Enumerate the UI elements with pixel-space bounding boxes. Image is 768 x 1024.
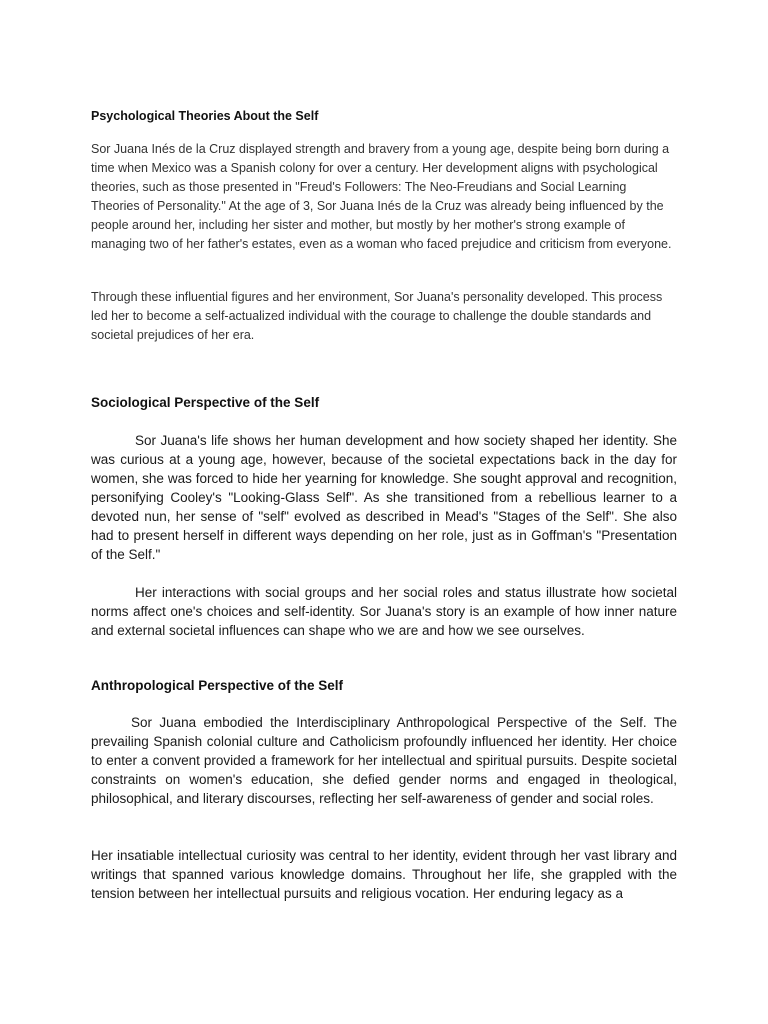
paragraph-anthropological-2: Her insatiable intellectual curiosity was central to her identity, evident through her vast library and writings that spanned various knowledge domains. Throughout her life, she grappled with the tension between her intellectual pursuits and religious vocation. Her enduring legacy as a <box>91 848 677 901</box>
section-heading-sociological: Sociological Perspective of the Self <box>91 395 320 410</box>
paragraph-sociological-1: Sor Juana's life shows her human development and how society shaped her identity. She was curious at a young age, however, because of the societal expectations back in the day for women, she was forced to hide her yearning for knowledge. She sought approval and recognition, personifying Cooley's "Looking-Glass Self". As she transitioned from a rebellious learner to a devoted nun, her sense of "self" evolved as described in Mead's "Stages of the Self". She also had to present herself in different ways depending on her role, just as in Goffman's "Presentation of the Self." <box>91 433 677 562</box>
paragraph-psychological-2: Through these influential figures and her environment, Sor Juana's personality developed. This process led her to become a self-actualized individual with the courage to challenge the double standards and societal prejudices of her era. <box>91 290 663 342</box>
section-heading-psychological: Psychological Theories About the Self <box>91 109 319 123</box>
section-heading-anthropological: Anthropological Perspective of the Self <box>91 678 344 693</box>
paragraph-anthropological-1: Sor Juana embodied the Interdisciplinary Anthropological Perspective of the Self. The prevailing Spanish colonial culture and Catholicism profoundly influenced her identity. Her choice to enter a convent provided a framework for her intellectual and spiritual pursuits. Despite societal constraints on women's education, she defied gender norms and engaged in theological, philosophical, and literary discourses, reflecting her self-awareness of gender and social roles. <box>91 715 677 806</box>
paragraph-sociological-2: Her interactions with social groups and her social roles and status illustrate how societal norms affect one's choices and self-identity. Sor Juana's story is an example of how inner nature and external societal influences can shape who we are and how we see ourselves. <box>91 585 677 638</box>
paragraph-psychological-1: Sor Juana Inés de la Cruz displayed strength and bravery from a young age, despite being born during a time when Mexico was a Spanish colony for over a century. Her development aligns with psychological theories, such as those presented in "Freud's Followers: The Neo-Freudians and Social Learning Theories of Personality." At the age of 3, Sor Juana Inés de la Cruz was already being influenced by the people around her, including her sister and mother, but mostly by her mother's strong example of managing two of her father's estates, even as a woman who faced prejudice and criticism from everyone. <box>91 142 672 251</box>
